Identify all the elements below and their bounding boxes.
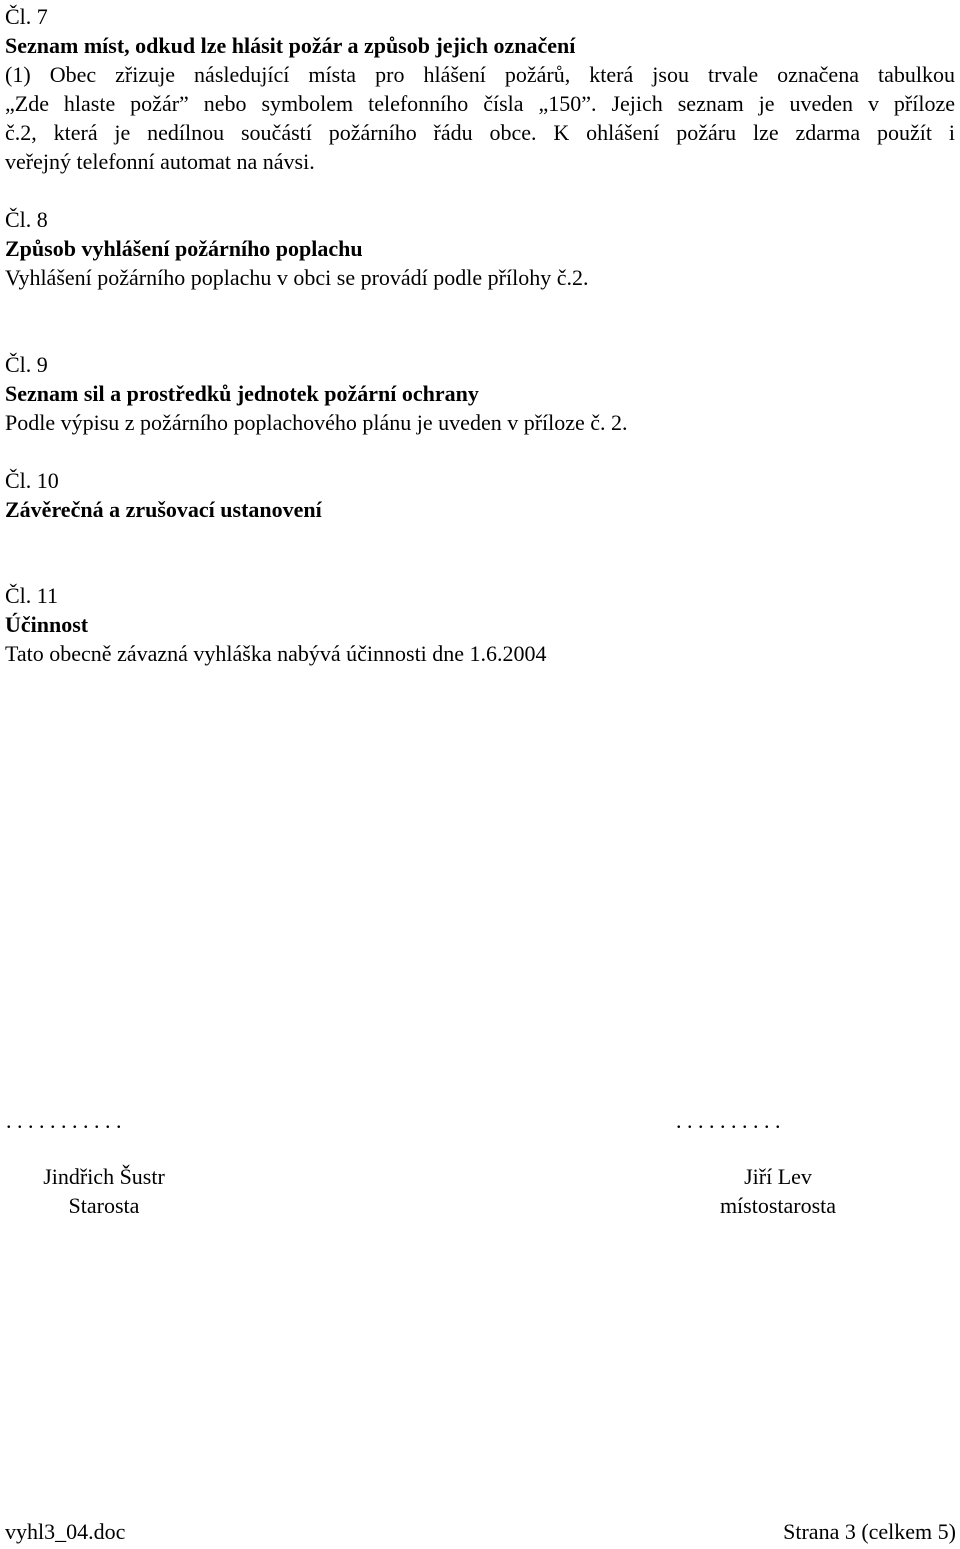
signature-line-right: . . . . . . . . . .	[676, 1108, 781, 1133]
article-11-heading: Účinnost	[5, 612, 89, 637]
signature-line-left: . . . . . . . . . . .	[6, 1108, 122, 1133]
article-9-heading: Seznam sil a prostředků jednotek požární ochrany	[5, 381, 479, 406]
article-10-heading: Závěrečná a zrušovací ustanovení	[5, 497, 322, 522]
article-7-line-3: č.2, která je nedílnou součástí požárního řádu obce. K ohlášení požáru lze zdarma použít i	[5, 120, 955, 145]
footer-filename: vyhl3_04.doc	[5, 1519, 126, 1544]
article-10-label: Čl. 10	[5, 468, 59, 493]
footer-page-number: Strana 3 (celkem 5)	[783, 1519, 956, 1544]
signature-right	[688, 1162, 868, 1220]
article-11-label: Čl. 11	[5, 583, 58, 608]
signatory-right-role: místostarosta	[719, 1193, 837, 1218]
signatory-left-role: Starosta	[68, 1193, 140, 1218]
article-11-text: Tato obecně závazná vyhláška nabývá účinnosti dne 1.6.2004	[5, 641, 547, 666]
signatory-left-name: Jindřich Šustr	[43, 1164, 165, 1189]
article-7-line-2: „Zde hlaste požár” nebo symbolem telefonního čísla „150”. Jejich seznam je uveden v příloze	[5, 91, 955, 116]
signatory-right-name: Jiří Lev	[744, 1164, 812, 1189]
article-8-heading: Způsob vyhlášení požárního poplachu	[5, 236, 363, 261]
article-7-heading: Seznam míst, odkud lze hlásit požár a způsob jejich označení	[5, 33, 576, 58]
article-8-text: Vyhlášení požárního poplachu v obci se provádí podle přílohy č.2.	[5, 265, 589, 290]
article-7-line-1: (1) Obec zřizuje následující místa pro hlášení požárů, která jsou trvale označena tabulkou	[5, 62, 955, 87]
article-7-label: Čl. 7	[5, 4, 48, 29]
article-9-label: Čl. 9	[5, 352, 48, 377]
article-9-text: Podle výpisu z požárního poplachového plánu je uveden v příloze č. 2.	[5, 410, 628, 435]
article-7-line-4: veřejný telefonní automat na návsi.	[5, 149, 315, 174]
signature-left	[14, 1162, 194, 1220]
article-8-label: Čl. 8	[5, 207, 48, 232]
